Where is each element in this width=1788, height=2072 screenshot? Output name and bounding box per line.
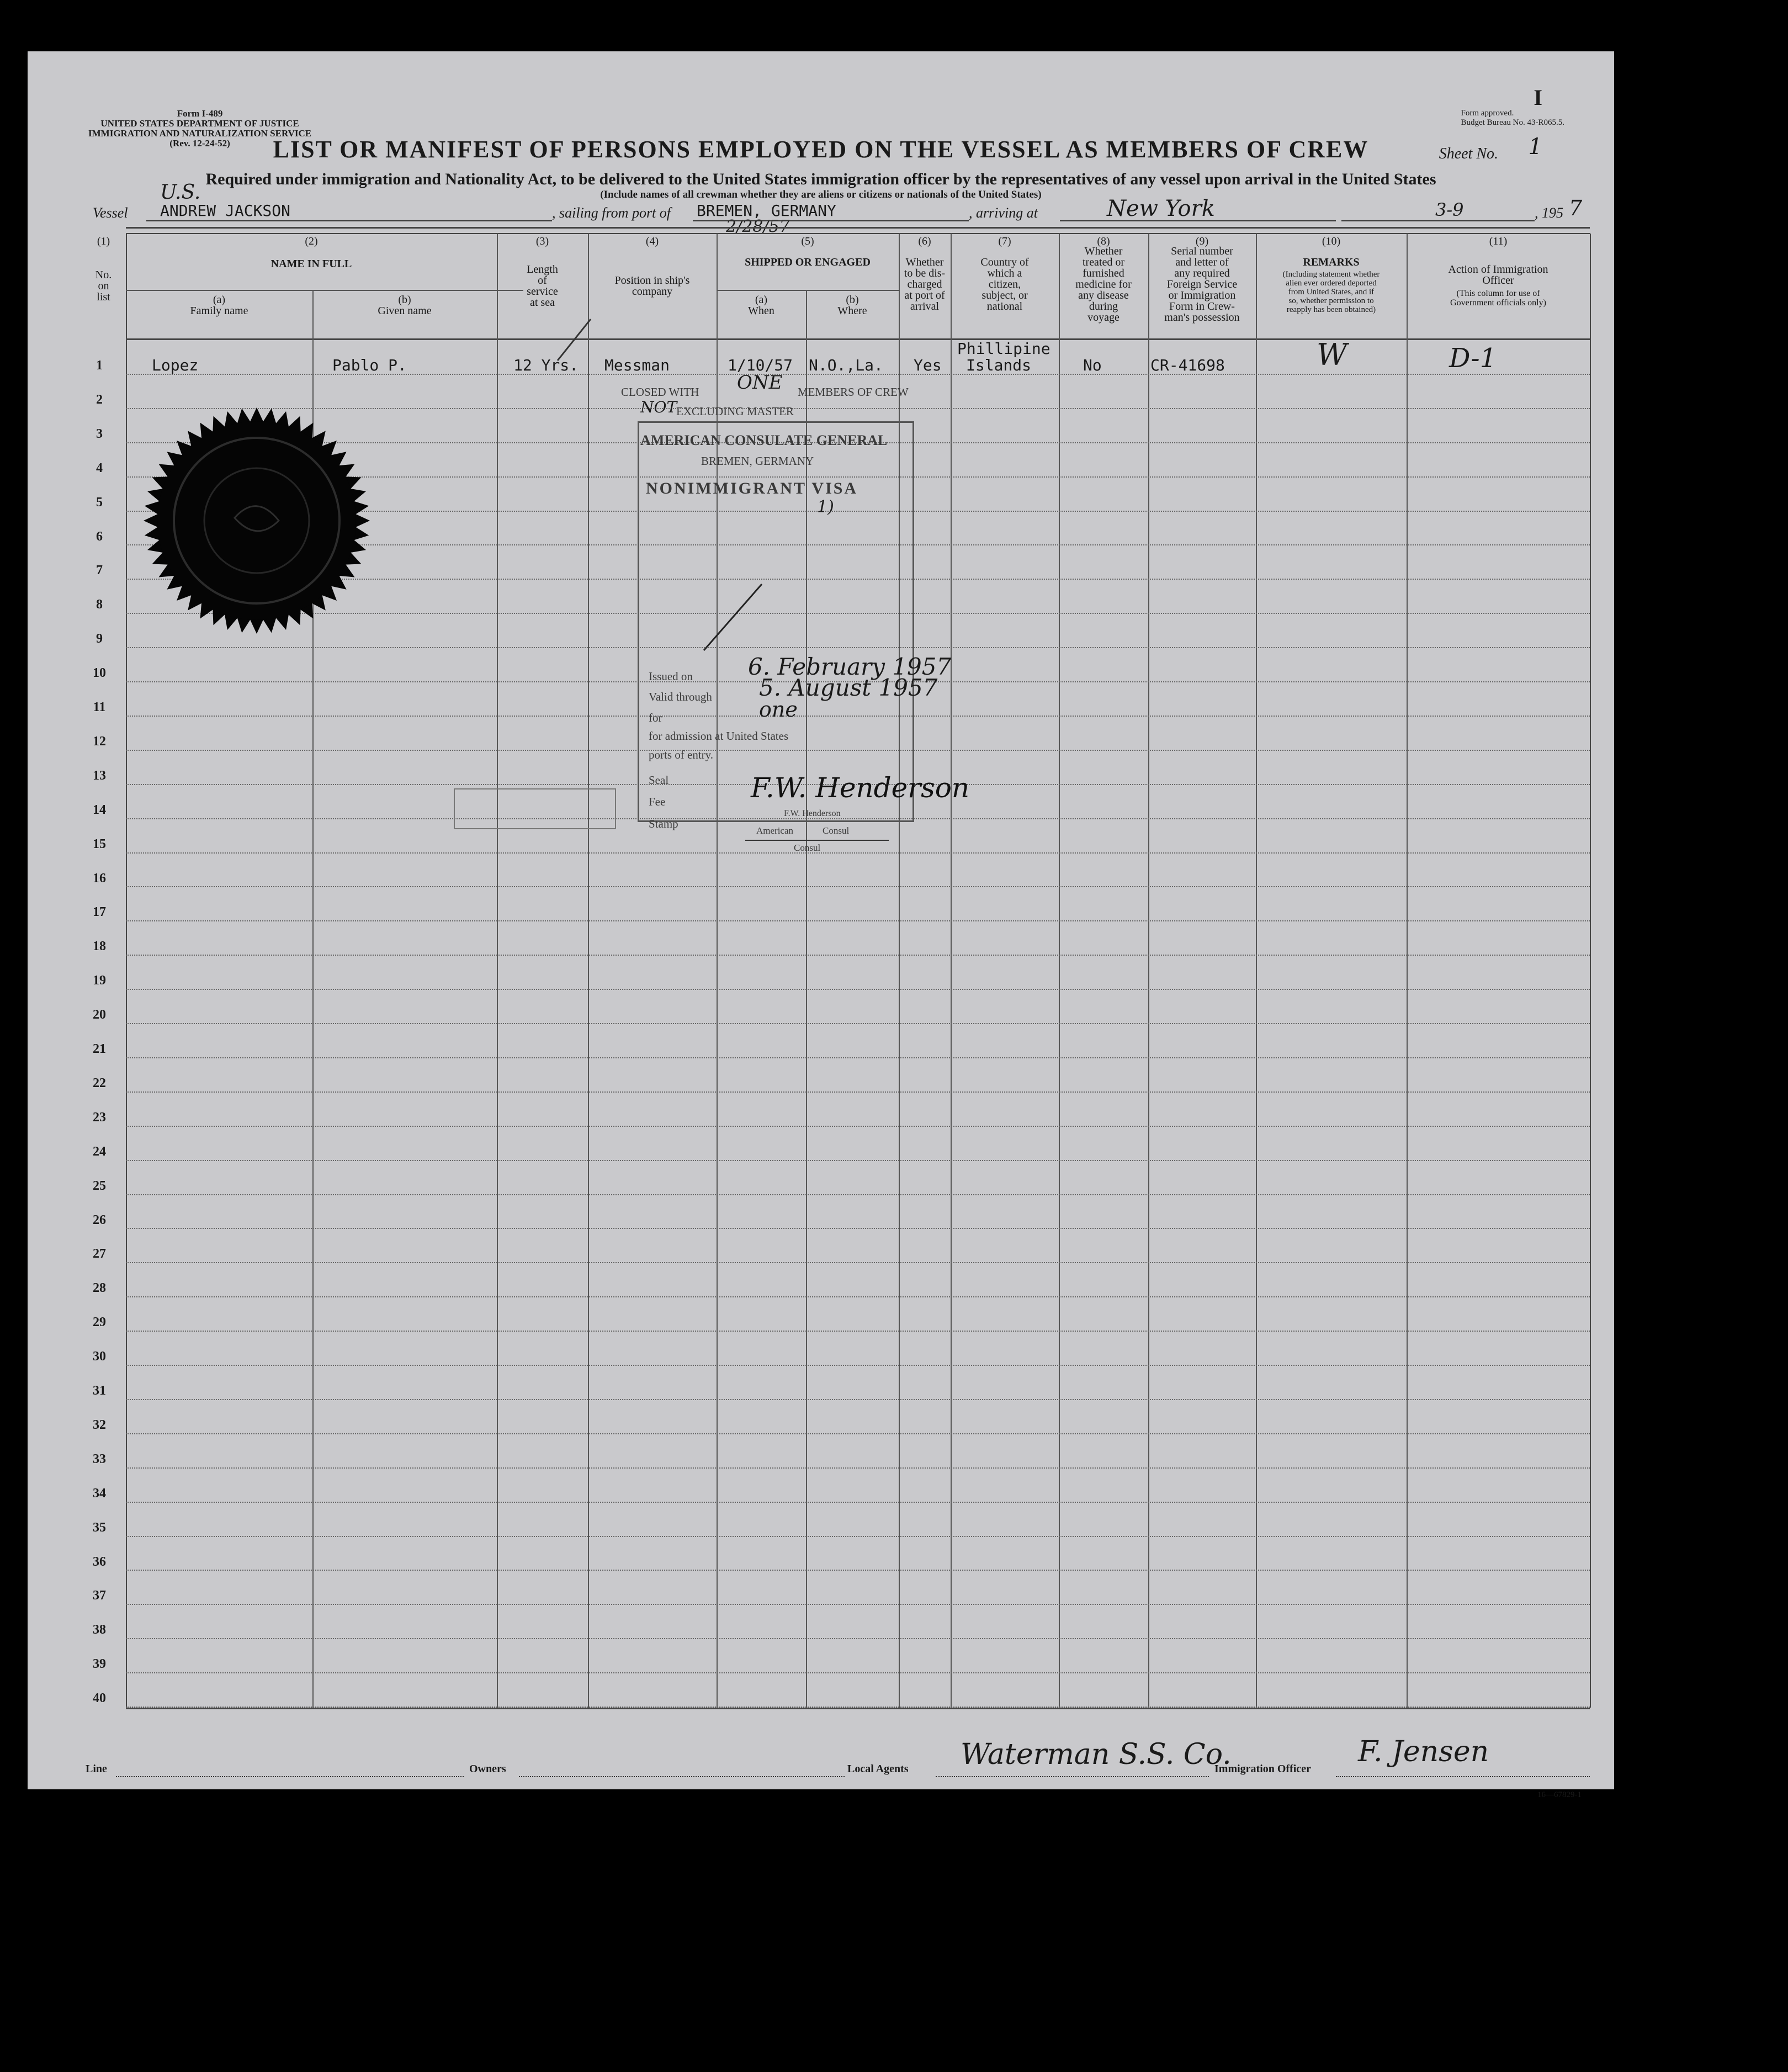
arriving-label: , arriving at bbox=[969, 205, 1038, 221]
row-number: 38 bbox=[93, 1623, 106, 1638]
stamp-excluding-master: EXCLUDING MASTER bbox=[676, 405, 794, 418]
col10-note: (Including statement whether alien ever ordered deported from United States, and if so, whether permission to reapply has been obtained) bbox=[1282, 270, 1380, 314]
row-number: 30 bbox=[93, 1349, 106, 1364]
row-number: 29 bbox=[93, 1315, 106, 1330]
row-number: 21 bbox=[93, 1042, 106, 1056]
row-rule bbox=[126, 1228, 1590, 1229]
stamp-consul-title: Consul bbox=[794, 842, 821, 853]
row-number: 28 bbox=[93, 1281, 106, 1296]
row-number: 26 bbox=[93, 1212, 106, 1227]
stamp-consul-word: Consul bbox=[823, 825, 850, 836]
row-number: 16 bbox=[93, 871, 106, 886]
stamp-admission: for admission at United States bbox=[649, 729, 789, 743]
row-rule bbox=[126, 1296, 1590, 1297]
stamp-for-label: for bbox=[649, 711, 662, 724]
footer-officer-label: Immigration Officer bbox=[1214, 1763, 1311, 1775]
row-number: 20 bbox=[93, 1008, 106, 1022]
stamp-pen-stroke bbox=[701, 581, 767, 653]
budget-bureau: Budget Bureau No. 43-R065.5. bbox=[1461, 118, 1564, 127]
departure-date-note: 2/28/57 bbox=[726, 217, 790, 236]
sailing-label: , sailing from port of bbox=[552, 205, 671, 221]
page-subnote: (Include names of all crewman whether they are aliens or citizens or nationals of the United States) bbox=[600, 189, 1042, 200]
col10-num: (10) bbox=[1322, 235, 1341, 247]
row-number: 3 bbox=[96, 426, 103, 441]
row1-position: Messman bbox=[604, 356, 670, 374]
stamp-consulate: AMERICAN CONSULATE GENERAL bbox=[640, 432, 888, 448]
col1-num: (1) bbox=[97, 235, 110, 247]
row-rule bbox=[126, 1638, 1590, 1639]
service-name: IMMIGRATION AND NATURALIZATION SERVICE bbox=[88, 128, 312, 139]
stamp-valid-label: Valid through bbox=[649, 690, 712, 703]
row-number: 27 bbox=[93, 1247, 106, 1262]
stamp-seal-label: Seal bbox=[649, 773, 669, 787]
row-rule bbox=[126, 1399, 1590, 1400]
row-rule bbox=[126, 1604, 1590, 1605]
page-subtitle: Required under immigration and Nationality Act, to be delivered to the United States immigration officer by the representatives of any vessel upon arrival in the United States bbox=[205, 170, 1436, 188]
col5-header: SHIPPED OR ENGAGED bbox=[745, 256, 871, 268]
col11-header: Action of Immigration Officer bbox=[1448, 263, 1548, 287]
col11-num: (11) bbox=[1489, 235, 1508, 247]
row-number: 17 bbox=[93, 905, 106, 920]
col9-header: Serial number and letter of any required Foreign Service or Immigration Form in Crew- man's possession bbox=[1164, 245, 1240, 324]
col2a-header: (a) Family name bbox=[190, 294, 248, 317]
row-number: 18 bbox=[93, 939, 106, 954]
year-prefix: , 195 bbox=[1535, 205, 1563, 221]
stamp-ports: ports of entry. bbox=[649, 748, 714, 761]
col2-header: NAME IN FULL bbox=[270, 258, 352, 270]
row-number: 34 bbox=[93, 1486, 106, 1501]
row-number: 1 bbox=[96, 358, 103, 373]
vessel-name: ANDREW JACKSON bbox=[160, 202, 291, 220]
stamp-issued-date: 6. February 1957 bbox=[748, 653, 952, 680]
stamp-issued-label: Issued on bbox=[649, 670, 693, 683]
row-number: 33 bbox=[93, 1451, 106, 1466]
stamp-crew-count: ONE bbox=[737, 372, 783, 394]
col6-num: (6) bbox=[918, 235, 931, 247]
col7-header: Country of which a citizen, subject, or national bbox=[980, 256, 1029, 312]
row-number: 39 bbox=[93, 1657, 106, 1672]
agents-signature: Waterman S.S. Co. bbox=[961, 1738, 1232, 1771]
row-number: 37 bbox=[93, 1588, 106, 1603]
col10-header: REMARKS bbox=[1303, 256, 1360, 268]
form-header-right bbox=[1461, 109, 1564, 128]
officer-signature: F. Jensen bbox=[1358, 1735, 1489, 1768]
vessel-prefix: U.S. bbox=[160, 181, 201, 204]
row-number: 13 bbox=[93, 768, 106, 783]
stamp-consul-name: F.W. Henderson bbox=[784, 809, 841, 818]
row-number: 10 bbox=[93, 666, 106, 681]
row-rule bbox=[126, 1194, 1590, 1195]
form-approved: Form approved. bbox=[1461, 109, 1514, 118]
col2b-header: (b) Given name bbox=[378, 294, 432, 317]
row-number: 2 bbox=[96, 392, 103, 407]
row-number: 23 bbox=[93, 1110, 106, 1125]
row-rule bbox=[126, 1467, 1590, 1469]
row-rule bbox=[126, 1331, 1590, 1332]
row-rule bbox=[126, 1536, 1590, 1537]
row-rule bbox=[126, 852, 1590, 854]
col6-header: Whether to be dis- charged at port of arrival bbox=[904, 256, 946, 312]
col5a-header: (a) When bbox=[748, 294, 774, 317]
col2-num: (2) bbox=[305, 235, 318, 247]
stamp-paren: 1) bbox=[817, 497, 834, 517]
row-rule bbox=[126, 1057, 1590, 1058]
row-number: 36 bbox=[93, 1554, 106, 1569]
row-rule bbox=[126, 1126, 1590, 1127]
row-number: 22 bbox=[93, 1075, 106, 1090]
row-rule bbox=[126, 1707, 1590, 1708]
row1-shipped-when: 1/10/57 bbox=[728, 356, 793, 374]
embossed-seal-icon bbox=[141, 405, 373, 637]
row1-discharged: Yes bbox=[914, 356, 942, 374]
stamp-valid-date: 5. August 1957 bbox=[759, 674, 938, 701]
departure-port: BREMEN, GERMANY bbox=[697, 202, 836, 220]
check-mark-icon bbox=[552, 316, 596, 366]
row-number: 40 bbox=[93, 1691, 106, 1706]
manifest-sheet bbox=[28, 51, 1614, 1799]
stamp-members-of-crew: MEMBERS OF CREW bbox=[798, 385, 909, 399]
arrival-date: 3-9 bbox=[1435, 199, 1464, 220]
col5b-header: (b) Where bbox=[837, 294, 867, 317]
footer-line-label: Line bbox=[86, 1763, 107, 1775]
row-number: 31 bbox=[93, 1384, 106, 1398]
row-number: 25 bbox=[93, 1178, 106, 1193]
row-rule bbox=[126, 1502, 1590, 1503]
consul-signature: F.W. Henderson bbox=[751, 772, 970, 804]
row1-serial: CR-41698 bbox=[1150, 356, 1225, 374]
row1-action: D-1 bbox=[1449, 343, 1497, 374]
row1-country-line2: Islands bbox=[966, 356, 1032, 374]
row-rule bbox=[126, 1023, 1590, 1024]
row-rule bbox=[126, 886, 1590, 887]
stamp-for-value: one bbox=[759, 697, 798, 722]
row1-treated: No bbox=[1083, 356, 1102, 374]
row-number: 9 bbox=[96, 632, 103, 646]
row-rule bbox=[126, 1433, 1590, 1434]
row1-country-line1: Phillipine bbox=[957, 340, 1050, 358]
stamp-american: American bbox=[756, 825, 794, 836]
row-number: 12 bbox=[93, 734, 106, 749]
row1-given-name: Pablo P. bbox=[332, 356, 407, 374]
row-number: 11 bbox=[93, 700, 106, 714]
row-rule bbox=[126, 1091, 1590, 1093]
row-rule bbox=[126, 1160, 1590, 1161]
footer-owners-label: Owners bbox=[469, 1763, 506, 1775]
row-number: 15 bbox=[93, 836, 106, 851]
stamp-not: NOT bbox=[640, 398, 677, 416]
row-number: 32 bbox=[93, 1417, 106, 1432]
row-rule bbox=[126, 1365, 1590, 1366]
col7-num: (7) bbox=[998, 235, 1011, 247]
row-number: 7 bbox=[96, 563, 103, 578]
col9-num: (9) bbox=[1195, 235, 1209, 247]
col11-note: (This column for use of Government officials only) bbox=[1450, 289, 1546, 308]
col1-header: No. on list bbox=[95, 269, 112, 303]
sheet-number-label: Sheet No. bbox=[1439, 145, 1498, 162]
revision-date: (Rev. 12-24-52) bbox=[169, 138, 230, 149]
row-number: 4 bbox=[96, 460, 103, 475]
row-rule bbox=[126, 1262, 1590, 1263]
col8-header: Whether treated or furnished medicine for any disease during voyage bbox=[1075, 245, 1132, 324]
row1-service: 12 Yrs. bbox=[513, 356, 579, 374]
form-number: Form I-489 bbox=[177, 108, 223, 119]
year-suffix: 7 bbox=[1569, 196, 1583, 220]
stamp-city: BREMEN, GERMANY bbox=[701, 454, 814, 468]
row-rule bbox=[126, 989, 1590, 990]
row-number: 35 bbox=[93, 1520, 106, 1535]
row1-family-name: Lopez bbox=[152, 356, 199, 374]
arrival-port: New York bbox=[1107, 196, 1215, 221]
faded-stamp bbox=[454, 788, 616, 829]
col8-num: (8) bbox=[1097, 235, 1110, 247]
col4-header: Position in ship's company bbox=[614, 274, 690, 298]
department-name: UNITED STATES DEPARTMENT OF JUSTICE bbox=[100, 118, 299, 129]
row-number: 24 bbox=[93, 1144, 106, 1159]
row-rule bbox=[126, 955, 1590, 956]
col5-num: (5) bbox=[801, 235, 814, 247]
sheet-number-value: 1 bbox=[1528, 134, 1542, 160]
row1-shipped-where: N.O.,La. bbox=[809, 356, 883, 374]
page-title: LIST OR MANIFEST OF PERSONS EMPLOYED ON THE VESSEL AS MEMBERS OF CREW bbox=[273, 136, 1369, 163]
stamp-visa-type: NONIMMIGRANT VISA bbox=[646, 479, 858, 497]
vessel-label: Vessel bbox=[93, 205, 128, 221]
row-number: 19 bbox=[93, 973, 106, 988]
row-number: 6 bbox=[96, 529, 103, 544]
row-rule bbox=[126, 920, 1590, 921]
row-number: 8 bbox=[96, 597, 103, 612]
stamp-fee-label: Fee bbox=[649, 795, 666, 808]
stamp-closed-with: CLOSED WITH bbox=[621, 385, 699, 399]
row1-remarks: W bbox=[1317, 337, 1347, 372]
row-rule bbox=[126, 1570, 1590, 1571]
footer-agents-label: Local Agents bbox=[847, 1763, 909, 1775]
row-number: 5 bbox=[96, 495, 103, 510]
row-rule bbox=[126, 1672, 1590, 1673]
corner-mark: I bbox=[1534, 85, 1542, 110]
stamp-stamp-label: Stamp bbox=[649, 817, 678, 830]
col4-num: (4) bbox=[645, 235, 659, 247]
col3-header: Length of service at sea bbox=[527, 263, 558, 309]
row-number: 14 bbox=[93, 802, 106, 817]
print-code: 16—67829-1 bbox=[1537, 1790, 1582, 1799]
col3-num: (3) bbox=[535, 235, 549, 247]
